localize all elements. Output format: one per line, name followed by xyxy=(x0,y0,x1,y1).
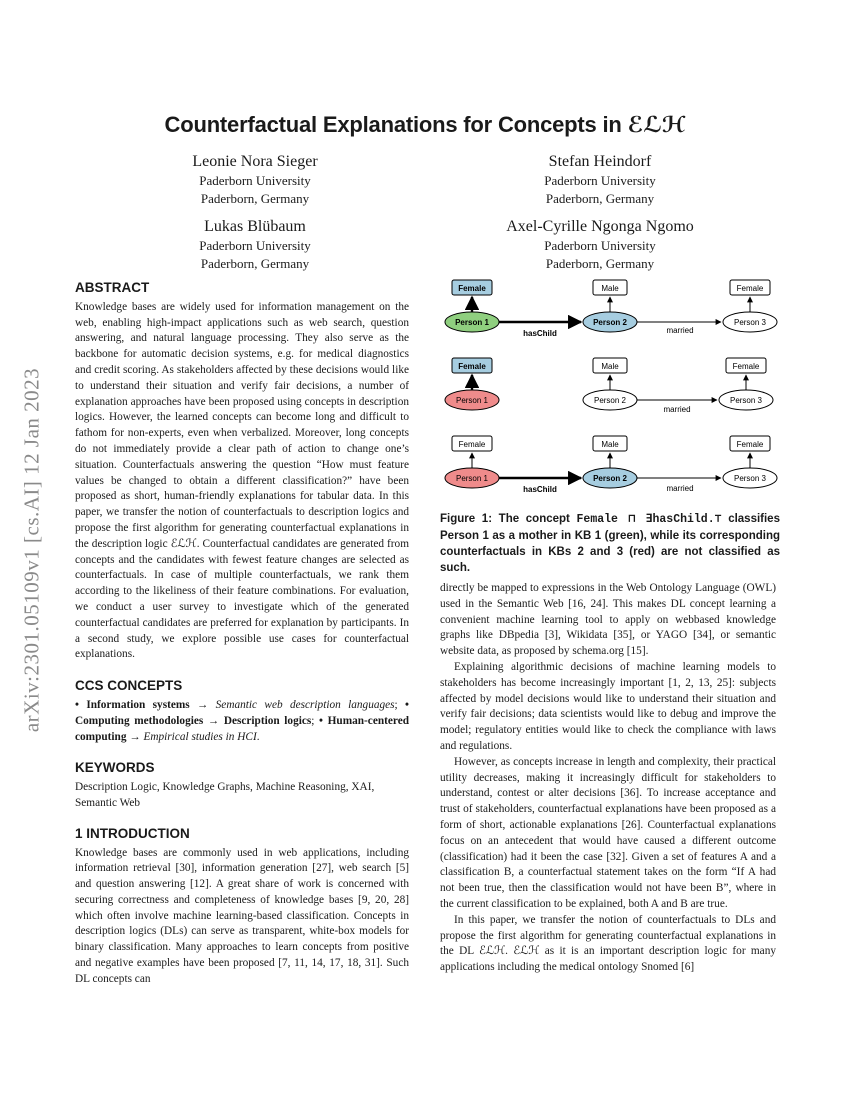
person-2-label: Person 2 xyxy=(593,474,627,483)
intro-paragraph-3: Explaining algorithmic decisions of machine learning models to stakeholders has become increasingly important [1, 2, 13, 25]: subjects affected by model decisions would like to understand their situation and verify fair decisions; data scientists would like to debug and improve the model; regulatory entities would like to check the compliance with laws and regulations. xyxy=(440,660,776,752)
ccs-bullet: • xyxy=(319,714,323,727)
male-label: Male xyxy=(601,440,619,449)
female-label: Female xyxy=(458,284,486,293)
kb-1 xyxy=(445,280,777,338)
person-3-label: Person 3 xyxy=(733,474,767,483)
author-block-1 xyxy=(170,152,340,208)
kb-3 xyxy=(445,436,777,494)
author-affiliation: Paderborn University xyxy=(199,238,311,253)
author-block-4 xyxy=(480,217,720,273)
author-block-2 xyxy=(500,152,700,208)
keywords-text: Description Logic, Knowledge Graphs, Machine Reasoning, XAI, Semantic Web xyxy=(75,781,375,809)
keywords-heading: KEYWORDS xyxy=(75,760,155,776)
figure-caption xyxy=(440,511,780,576)
has-child-label: hasChild xyxy=(523,485,557,494)
ccs-arrow: → xyxy=(129,730,141,743)
author-name: Lukas Blübaum xyxy=(204,218,306,235)
person-1-label: Person 1 xyxy=(455,474,489,483)
ccs-separator: ; xyxy=(394,698,398,711)
ccs-term: Computing methodologies xyxy=(75,714,204,727)
ccs-arrow: → xyxy=(207,714,220,727)
author-name: Stefan Heindorf xyxy=(548,153,652,170)
author-location: Paderborn, Germany xyxy=(545,256,655,271)
male-label: Male xyxy=(601,362,619,371)
author-name: Leonie Nora Sieger xyxy=(192,153,318,170)
ccs-bullet: • xyxy=(405,698,409,711)
married-label: married xyxy=(666,484,694,493)
female-label: Female xyxy=(732,362,760,371)
person-1-label: Person 1 xyxy=(455,396,489,405)
person-3-label: Person 3 xyxy=(729,396,763,405)
caption-prefix: Figure 1: The concept xyxy=(440,513,570,525)
ccs-term: Semantic web description languages xyxy=(215,698,395,711)
right-column xyxy=(440,581,776,976)
intro-paragraph-5: In this paper, we transfer the notion of counterfactuals to DLs and propose the first algorithm for generating counterfactual explanations in the DL ℰℒℋ. ℰℒℋ as it is an important description logic for many applications including the medical ontology Snomed [6] xyxy=(440,913,776,974)
female-label: Female xyxy=(736,440,764,449)
figure-1-diagram xyxy=(440,272,784,512)
author-affiliation: Paderborn University xyxy=(544,173,656,188)
ccs-arrow: → xyxy=(197,698,209,711)
married-label: married xyxy=(666,326,694,335)
person-2-label: Person 2 xyxy=(593,318,627,327)
intro-paragraph-4: However, as concepts increase in length and complexity, their practical utility decreases, making it increasingly difficult for stakeholders to understand, contest or alter decisions [36]. To increase acceptance and trust of stakeholders, counterfactual explanations have been proposed as a form of short, actionable explanations [26]. Counterfactual explanations focus on an antecedent that would have caused a different outcome (classification) had it been the case [32]. Given a set of features A and a classification B, a counterfactual statement takes on the form “If A had not been true, then the classification would not have been B”, where in the current classification to be explained, both A and B are true. xyxy=(440,755,776,910)
ccs-period: . xyxy=(256,730,260,743)
abstract-heading: ABSTRACT xyxy=(75,280,150,295)
ccs-text xyxy=(75,698,409,745)
arxiv-identifier-text: arXiv:2301.05109v1 [cs.AI] 12 Jan 2023 xyxy=(19,367,44,733)
married-label: married xyxy=(663,405,691,414)
abstract-text: Knowledge bases are widely used for information management on the web, enabling high-impact applications such as web search, question answering, and natural language processing. They also serve as the backbone for automatic decision systems, e.g. for medical diagnostics and credit scoring. As stakeholders affected by these decisions would like to understand their situation and verify fair decisions, a number of explanation approaches have been proposed using concepts in description logics. However, the learned concepts can become long and difficult to fathom for non-experts, even when verbalized. Moreover, long concepts do not immediately provide a clear path of action to change one’s situation. Counterfactuals answering the question “How must feature values be changed to obtain a different classification?” have been proposed as short, human-friendly explanations for tabular data. In this paper, we transfer the notion of counterfactuals to description logics and propose the first algorithm for generating counterfactual explanations in the description logic ℰℒℋ. Counterfactual candidates are generated from concepts and the candidates with fewest feature changes are selected as counterfactuals. In case of multiple counterfactuals, we rank them according to the likeliness of their feature combinations. For evaluation, we conduct a user survey to investigate which of the generated counterfactual candidates are preferred for explanation by participants. In a second study, we explore possible use cases for counterfactual explanations. xyxy=(75,300,409,661)
paper-title: Counterfactual Explanations for Concepts in ℰℒℋ xyxy=(164,112,686,137)
author-affiliation: Paderborn University xyxy=(544,238,656,253)
person-2-label: Person 2 xyxy=(593,396,627,405)
ccs-term: Empirical studies in HCI xyxy=(143,730,257,743)
has-child-label: hasChild xyxy=(523,329,557,338)
author-block-3 xyxy=(170,217,340,273)
female-label: Female xyxy=(736,284,764,293)
male-label: Male xyxy=(601,284,619,293)
female-label: Female xyxy=(458,440,486,449)
figure-1 xyxy=(440,272,784,512)
intro-paragraph-2: directly be mapped to expressions in the Web Ontology Language (OWL) used in the Semantic Web [16, 24]. This makes DL concept learning a convenient machine learning tool to apply on webbased knowledge graphs like DBpedia [3], Wikidata [35], or YAGO [34], or semantic website data, as proposed by schema.org [15]. xyxy=(440,582,776,658)
author-affiliation: Paderborn University xyxy=(199,173,311,188)
person-1-label: Person 1 xyxy=(455,318,489,327)
ccs-heading: CCS CONCEPTS xyxy=(75,678,183,694)
person-3-label: Person 3 xyxy=(733,318,767,327)
ccs-separator: ; xyxy=(311,714,315,727)
arxiv-identifier xyxy=(8,300,56,800)
female-label: Female xyxy=(458,362,486,371)
ccs-term: Human-centered computing xyxy=(75,714,409,743)
author-location: Paderborn, Germany xyxy=(200,256,310,271)
caption-text: classifies Person 1 as a mother in KB 1 (green), while its corresponding counterfactuals in KBs 2 and 3 (red) are not classified as such. xyxy=(440,513,780,574)
kb-2 xyxy=(445,358,773,414)
left-column xyxy=(75,280,409,988)
ccs-term: Description logics xyxy=(223,714,312,727)
author-location: Paderborn, Germany xyxy=(200,191,310,206)
introduction-heading: 1 INTRODUCTION xyxy=(75,825,190,841)
ccs-bullet: • xyxy=(75,698,79,711)
author-name: Axel-Cyrille Ngonga Ngomo xyxy=(506,218,694,235)
caption-concept: Female ⊓ ∃hasChild.⊤ xyxy=(576,513,722,526)
author-location: Paderborn, Germany xyxy=(545,191,655,206)
ccs-term: Information systems xyxy=(86,698,190,711)
intro-paragraph-1: Knowledge bases are commonly used in web applications, including information retrieval [30], information generation [27], web search [5] and question answering [12]. A great share of work is concerned with securing correctness and completeness of knowledge bases [9, 20, 28] which often involve machine learning-based classification. Concepts in description logics (DLs) can serve as transparent, white-box models for binary classification. Many approaches to learn concepts from positive and negative examples have been proposed [7, 11, 14, 17, 18, 31]. Such DL concepts can xyxy=(75,846,409,985)
